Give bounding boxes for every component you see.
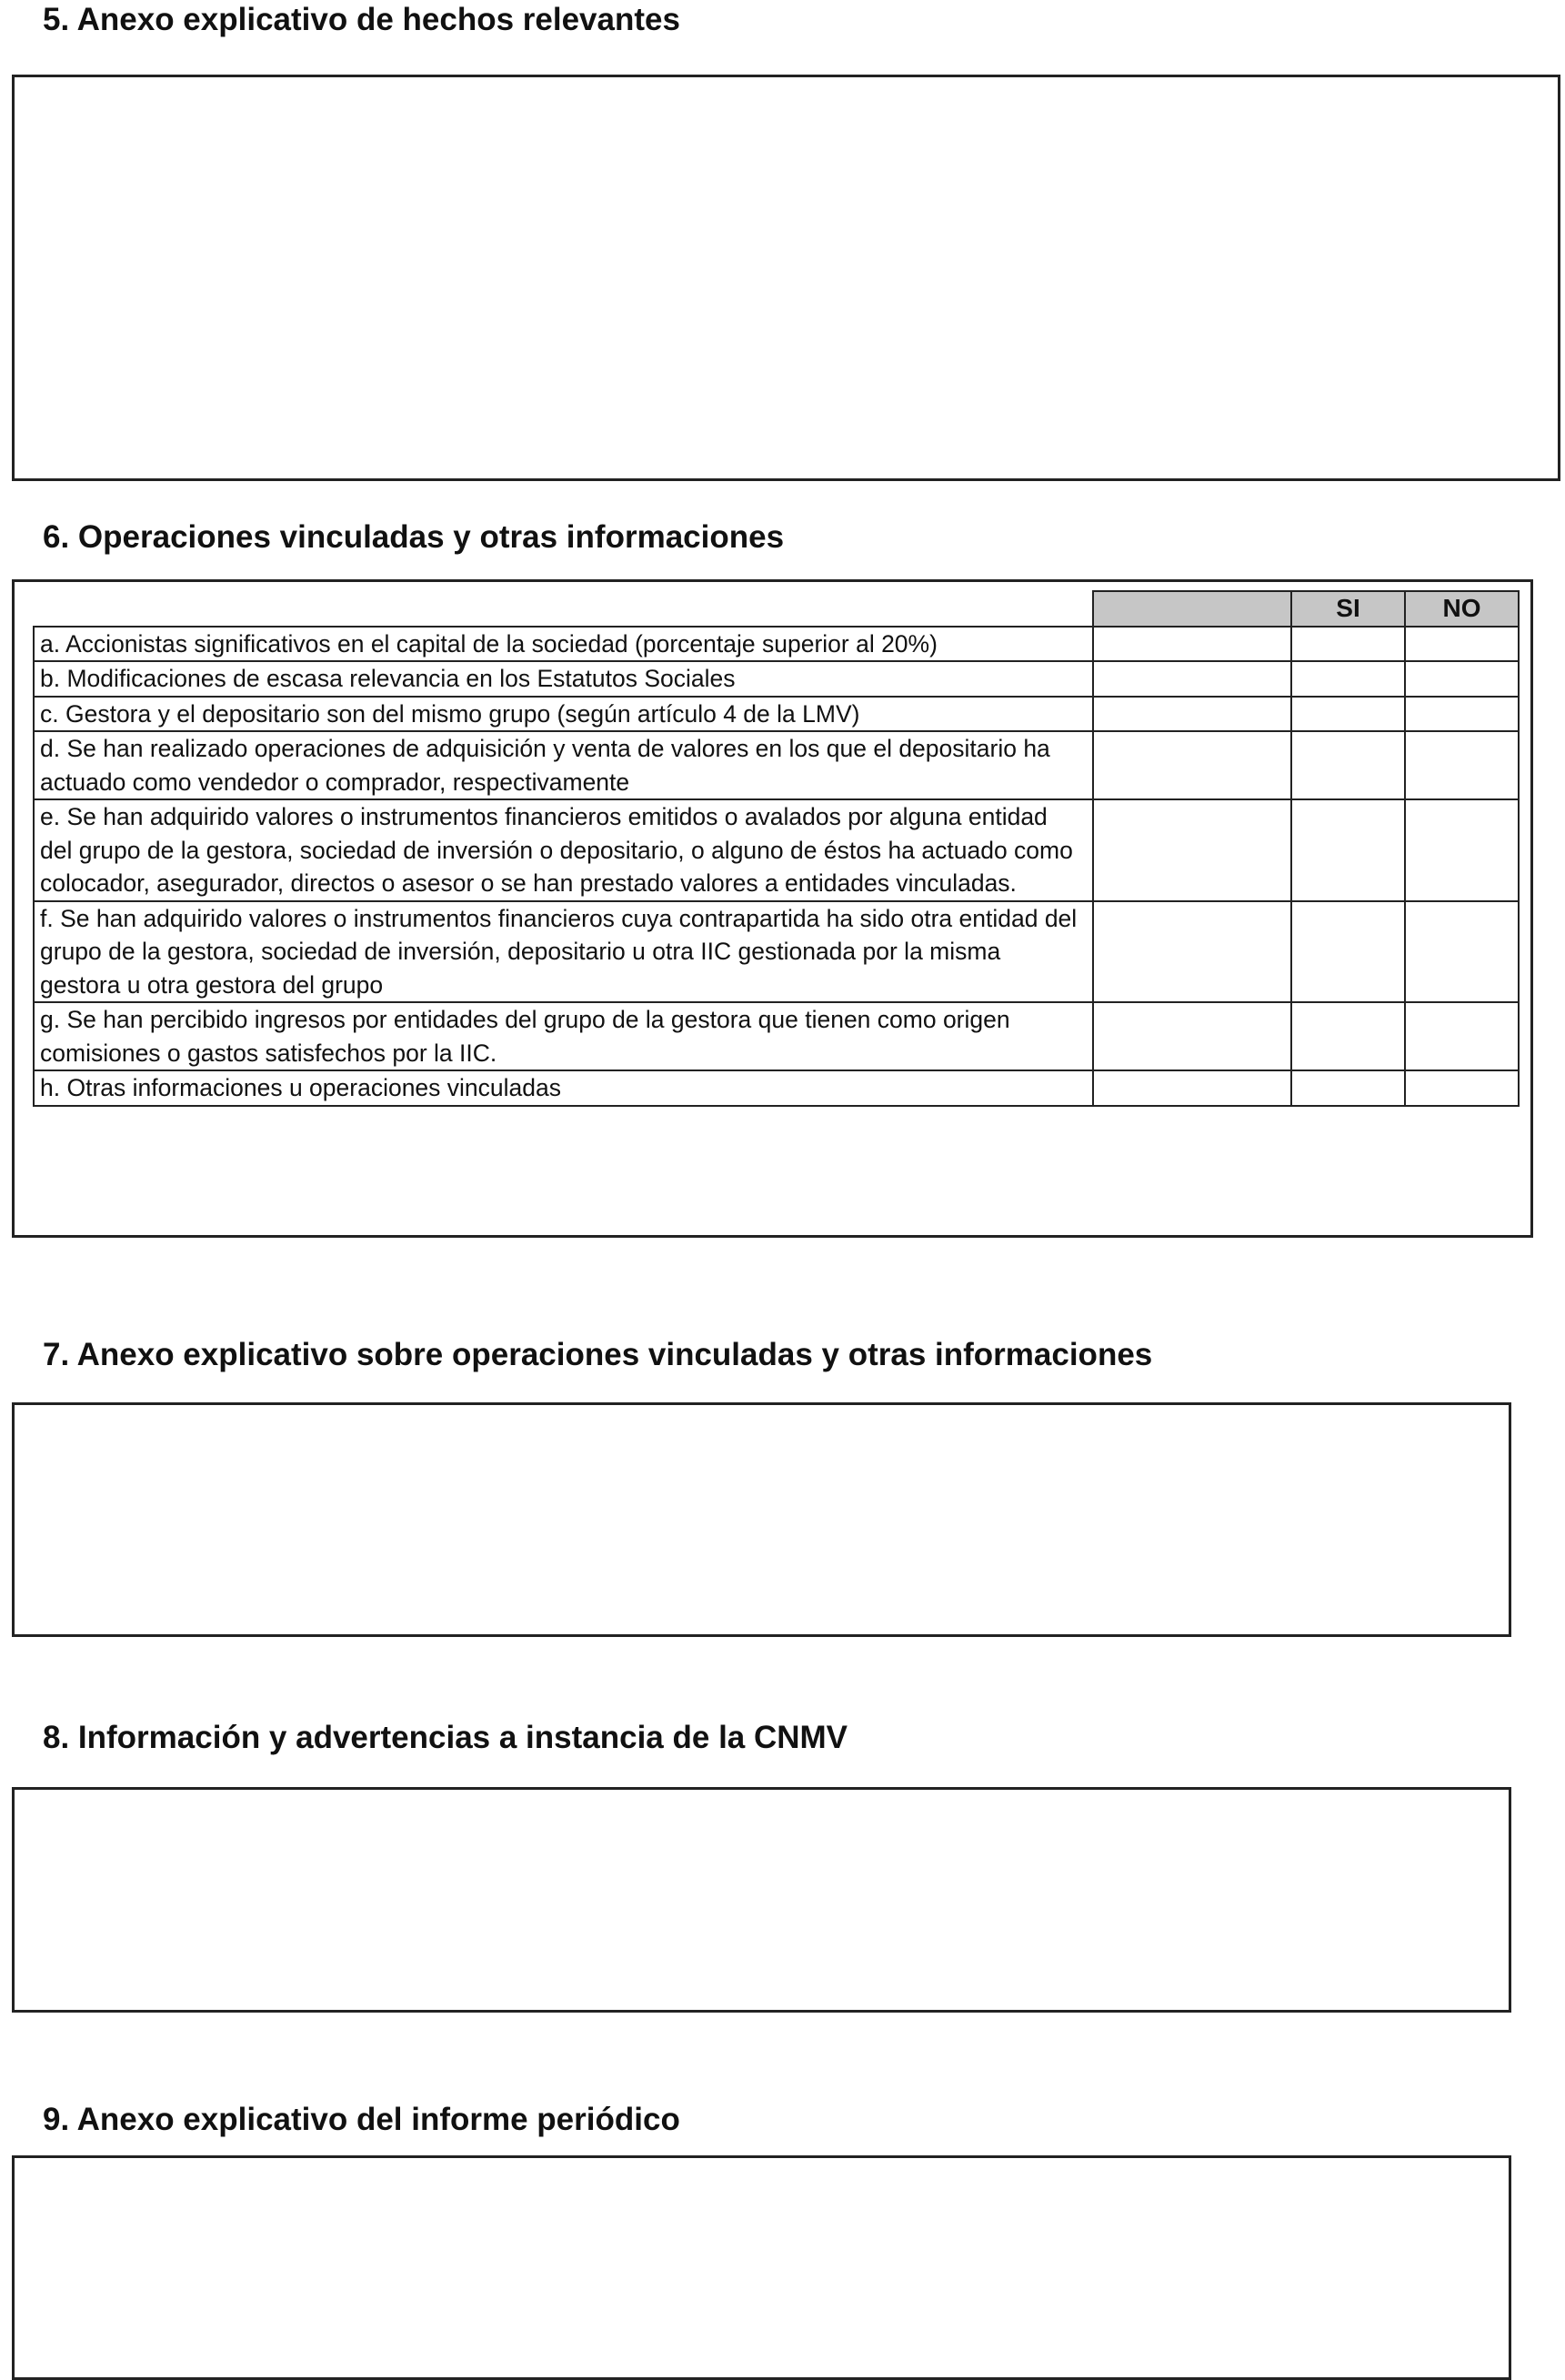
- section-6-title: 6. Operaciones vinculadas y otras informaciones: [43, 519, 785, 555]
- header-si: SI: [1291, 591, 1405, 627]
- row-d-si-cell[interactable]: [1291, 731, 1405, 799]
- row-a-si-cell[interactable]: [1291, 627, 1405, 662]
- row-a-no-cell[interactable]: [1405, 627, 1519, 662]
- question-c: c. Gestora y el depositario son del mismo grupo (según artículo 4 de la LMV): [34, 697, 1093, 732]
- table-row: [34, 731, 1519, 799]
- header-no: NO: [1405, 591, 1519, 627]
- row-b-no-cell[interactable]: [1405, 661, 1519, 697]
- section-9-title: 9. Anexo explicativo del informe periódico: [43, 2102, 680, 2137]
- question-b: b. Modificaciones de escasa relevancia en los Estatutos Sociales: [34, 661, 1093, 697]
- header-spacer: [34, 591, 1093, 627]
- row-f-si-cell[interactable]: [1291, 901, 1405, 1003]
- section-7-title: 7. Anexo explicativo sobre operaciones vinculadas y otras informaciones: [43, 1337, 1153, 1372]
- section-8-title: 8. Información y advertencias a instancia de la CNMV: [43, 1720, 848, 1755]
- row-e-no-cell[interactable]: [1405, 799, 1519, 901]
- row-g-blank-cell: [1093, 1002, 1291, 1070]
- row-d-blank-cell: [1093, 731, 1291, 799]
- row-a-blank-cell: [1093, 627, 1291, 662]
- row-c-blank-cell: [1093, 697, 1291, 732]
- section-8-text-box[interactable]: [12, 1787, 1511, 2013]
- row-c-no-cell[interactable]: [1405, 697, 1519, 732]
- question-h: h. Otras informaciones u operaciones vinculadas: [34, 1070, 1093, 1106]
- row-g-no-cell[interactable]: [1405, 1002, 1519, 1070]
- row-h-no-cell[interactable]: [1405, 1070, 1519, 1106]
- question-g: g. Se han percibido ingresos por entidades del grupo de la gestora que tienen como origen comisiones o gastos satisfechos por la IIC.: [34, 1002, 1093, 1070]
- row-f-no-cell[interactable]: [1405, 901, 1519, 1003]
- table-row: [34, 901, 1519, 1003]
- table-row: [34, 661, 1519, 697]
- question-f: f. Se han adquirido valores o instrumentos financieros cuya contrapartida ha sido otra entidad del grupo de la gestora, sociedad de inversión, depositario u otra IIC gestionada por la misma gestora u otra gestora del grupo: [34, 901, 1093, 1003]
- row-d-no-cell[interactable]: [1405, 731, 1519, 799]
- header-blank-cell: [1093, 591, 1291, 627]
- table-header-row: [34, 591, 1519, 627]
- table-row: [34, 627, 1519, 662]
- row-c-si-cell[interactable]: [1291, 697, 1405, 732]
- question-d: d. Se han realizado operaciones de adquisición y venta de valores en los que el depositario ha actuado como vendedor o comprador, respectivamente: [34, 731, 1093, 799]
- row-h-si-cell[interactable]: [1291, 1070, 1405, 1106]
- row-e-si-cell[interactable]: [1291, 799, 1405, 901]
- section-5-text-box[interactable]: [12, 75, 1560, 481]
- row-b-si-cell[interactable]: [1291, 661, 1405, 697]
- table-row: [34, 1002, 1519, 1070]
- row-e-blank-cell: [1093, 799, 1291, 901]
- row-h-blank-cell: [1093, 1070, 1291, 1106]
- table-row: [34, 697, 1519, 732]
- row-g-si-cell[interactable]: [1291, 1002, 1405, 1070]
- row-f-blank-cell: [1093, 901, 1291, 1003]
- section-7-text-box[interactable]: [12, 1402, 1511, 1637]
- section-5-title: 5. Anexo explicativo de hechos relevantes: [43, 2, 680, 37]
- table-row: [34, 799, 1519, 901]
- row-b-blank-cell: [1093, 661, 1291, 697]
- section-9-text-box[interactable]: [12, 2155, 1511, 2380]
- related-operations-table: [33, 590, 1520, 1107]
- question-a: a. Accionistas significativos en el capital de la sociedad (porcentaje superior al 20%): [34, 627, 1093, 662]
- question-e: e. Se han adquirido valores o instrumentos financieros emitidos o avalados por alguna entidad del grupo de la gestora, sociedad de inversión o depositario, o alguno de éstos ha actuado como colocador, asegurador, directos o asesor o se han prestado valores a entidades vinculadas.: [34, 799, 1093, 901]
- table-row: [34, 1070, 1519, 1106]
